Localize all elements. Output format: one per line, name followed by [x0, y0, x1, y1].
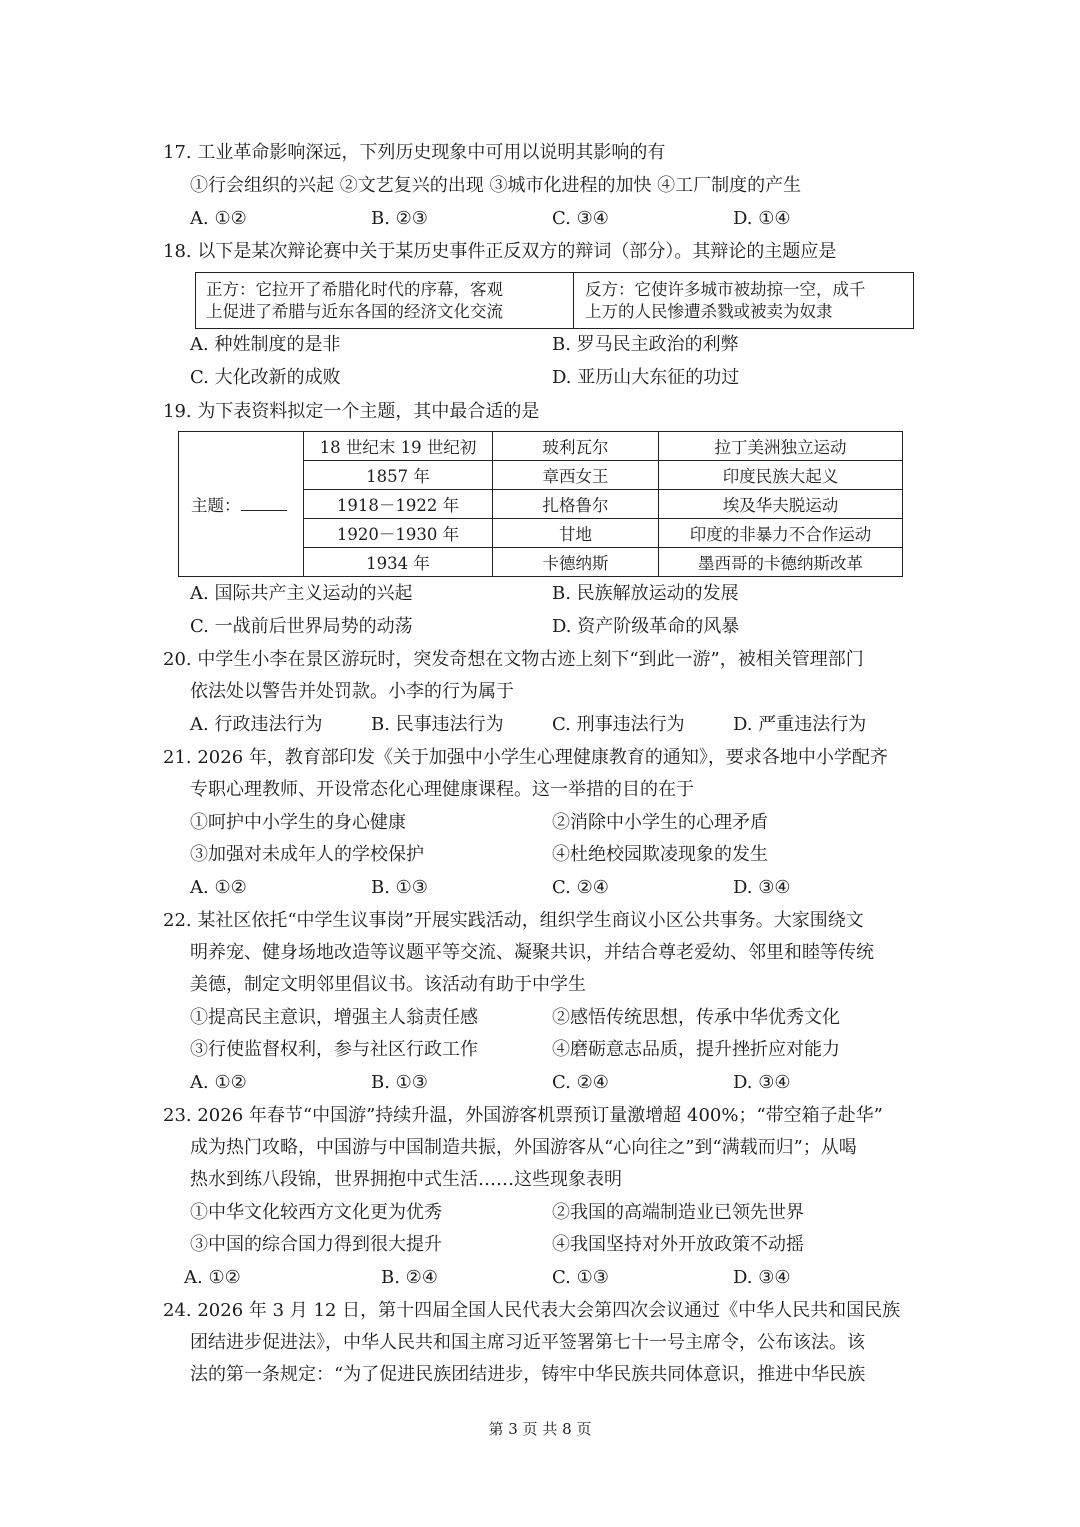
q19-cell-event: 印度的非暴力不合作运动: [659, 519, 903, 548]
q22-item-2: ②感悟传统思想，传承中华优秀文化: [552, 1007, 840, 1028]
q18-con-line1: 反方：它使许多城市被劫掠一空，成千: [585, 280, 866, 299]
q18-pro-cell: [196, 273, 573, 328]
q21-item-1: ①呵护中小学生的身心健康: [190, 812, 406, 833]
q21-item-3: ③加强对未成年人的学校保护: [190, 844, 424, 865]
q21-option-b: B. ①③: [371, 877, 428, 898]
q19-cell-period: 1934 年: [304, 548, 493, 577]
q21-option-a: A. ①②: [190, 877, 247, 898]
q21-line1: 21. 2026 年，教育部印发《关于加强中小学生心理健康教育的通知》，要求各地中小学配齐: [163, 747, 888, 768]
q18-option-b: B. 罗马民主政治的利弊: [552, 334, 739, 355]
q19-cell-person: 卡德纳斯: [493, 548, 659, 577]
q19-option-a: A. 国际共产主义运动的兴起: [190, 583, 413, 604]
q22-line3: 美德，制定文明邻里倡议书。该活动有助于中学生: [190, 974, 586, 995]
q23-item-2: ②我国的高端制造业已领先世界: [552, 1202, 804, 1223]
q19-topic-label: 主题：: [191, 496, 241, 515]
q23-option-b: B. ②④: [381, 1267, 438, 1288]
q17-items: ①行会组织的兴起 ②文艺复兴的出现 ③城市化进程的加快 ④工厂制度的产生: [190, 175, 802, 196]
page-footer: 第 3 页 共 8 页: [488, 1420, 592, 1438]
q19-option-b: B. 民族解放运动的发展: [552, 583, 739, 604]
q18-option-c: C. 大化改新的成败: [190, 367, 341, 388]
q19-cell-event: 墨西哥的卡德纳斯改革: [659, 548, 903, 577]
q18-option-d: D. 亚历山大东征的功过: [552, 367, 740, 388]
q24-line3: 法的第一条规定：“为了促进民族团结进步，铸牢中华民族共同体意识，推进中华民族: [190, 1364, 866, 1385]
q20-option-b: B. 民事违法行为: [371, 714, 504, 735]
q21-line2: 专职心理教师、开设常态化心理健康课程。这一举措的目的在于: [190, 779, 694, 800]
q23-line1: 23. 2026 年春节“中国游”持续升温，外国游客机票预订量激增超 400%；“带空箱子赴华”: [163, 1105, 883, 1126]
q18-pro-line1: 正方：它拉开了希腊化时代的序幕，客观: [206, 280, 503, 299]
q24-line1: 24. 2026 年 3 月 12 日，第十四届全国人民代表大会第四次会议通过《中华人民共和国民族: [163, 1300, 901, 1321]
q23-item-4: ④我国坚持对外开放政策不动摇: [552, 1234, 804, 1255]
q21-item-4: ④杜绝校园欺凌现象的发生: [552, 844, 768, 865]
q20-option-c: C. 刑事违法行为: [552, 714, 685, 735]
q19-option-d: D. 资产阶级革命的风暴: [552, 616, 740, 637]
q23-item-3: ③中国的综合国力得到很大提升: [190, 1234, 442, 1255]
q23-option-a: A. ①②: [184, 1267, 241, 1288]
q19-cell-event: 印度民族大起义: [659, 461, 903, 490]
q18-con-cell: [575, 273, 913, 328]
q17-stem: 17. 工业革命影响深远，下列历史现象中可用以说明其影响的有: [163, 142, 666, 163]
q18-divider: [573, 273, 574, 328]
q19-cell-event: 拉丁美洲独立运动: [659, 432, 903, 461]
q22-option-c: C. ②④: [552, 1072, 609, 1093]
q22-line2: 明养宠、健身场地改造等议题平等交流、凝聚共识，并结合尊老爱幼、邻里和睦等传统: [190, 942, 874, 963]
q18-stem: 18. 以下是某次辩论赛中关于某历史事件正反双方的辩词（部分）。其辩论的主题应是: [163, 241, 837, 262]
q23-item-1: ①中华文化较西方文化更为优秀: [190, 1202, 442, 1223]
q18-debate-box: [195, 272, 914, 329]
q19-cell-period: 18 世纪末 19 世纪初: [304, 432, 493, 461]
q20-line1: 20. 中学生小李在景区游玩时，突发奇想在文物古迹上刻下“到此一游”，被相关管理部门: [163, 649, 864, 670]
q20-option-d: D. 严重违法行为: [733, 714, 867, 735]
q19-option-c: C. 一战前后世界局势的动荡: [190, 616, 413, 637]
q18-con-line2: 上万的人民惨遭杀戮或被卖为奴隶: [585, 302, 833, 321]
q19-table: [178, 431, 903, 577]
q19-cell-period: 1918－1922 年: [304, 490, 493, 519]
q17-option-c: C. ③④: [552, 208, 609, 229]
q22-option-d: D. ③④: [733, 1072, 791, 1093]
q19-cell-period: 1920－1930 年: [304, 519, 493, 548]
q22-item-1: ①提高民主意识，增强主人翁责任感: [190, 1007, 478, 1028]
q23-line3: 热水到练八段锦，世界拥抱中式生活……这些现象表明: [190, 1169, 622, 1190]
q19-stem: 19. 为下表资料拟定一个主题，其中最合适的是: [163, 401, 540, 422]
q19-topic-blank: [241, 494, 287, 511]
q19-cell-person: 甘地: [493, 519, 659, 548]
q23-line2: 成为热门攻略，中国游与中国制造共振，外国游客从“心向往之”到“满载而归”；从喝: [190, 1137, 857, 1158]
table-row: [179, 432, 903, 461]
q24-line2: 团结进步促进法》，中华人民共和国主席习近平签署第七十一号主席令，公布该法。该: [190, 1332, 865, 1353]
q19-cell-period: 1857 年: [304, 461, 493, 490]
q22-option-b: B. ①③: [371, 1072, 428, 1093]
q21-item-2: ②消除中小学生的心理矛盾: [552, 812, 768, 833]
q22-line1: 22. 某社区依托“中学生议事岗”开展实践活动，组织学生商议小区公共事务。大家围绕文: [163, 910, 864, 931]
q23-option-c: C. ①③: [552, 1267, 609, 1288]
q21-option-c: C. ②④: [552, 877, 609, 898]
q19-cell-person: 扎格鲁尔: [493, 490, 659, 519]
q17-option-d: D. ①④: [733, 208, 791, 229]
q18-option-a: A. 种姓制度的是非: [190, 334, 341, 355]
q22-option-a: A. ①②: [190, 1072, 247, 1093]
q17-option-a: A. ①②: [190, 208, 247, 229]
q19-cell-person: 玻利瓦尔: [493, 432, 659, 461]
q17-option-b: B. ②③: [371, 208, 428, 229]
q20-line2: 依法处以警告并处罚款。小李的行为属于: [190, 681, 514, 702]
q20-option-a: A. 行政违法行为: [190, 714, 323, 735]
q19-cell-event: 埃及华夫脱运动: [659, 490, 903, 519]
q23-option-d: D. ③④: [733, 1267, 791, 1288]
q18-pro-line2: 上促进了希腊与近东各国的经济文化交流: [206, 302, 503, 321]
q21-option-d: D. ③④: [733, 877, 791, 898]
q19-topic-cell: [179, 432, 304, 577]
q19-cell-person: 章西女王: [493, 461, 659, 490]
q22-item-3: ③行使监督权利，参与社区行政工作: [190, 1039, 478, 1060]
q22-item-4: ④磨砺意志品质，提升挫折应对能力: [552, 1039, 840, 1060]
